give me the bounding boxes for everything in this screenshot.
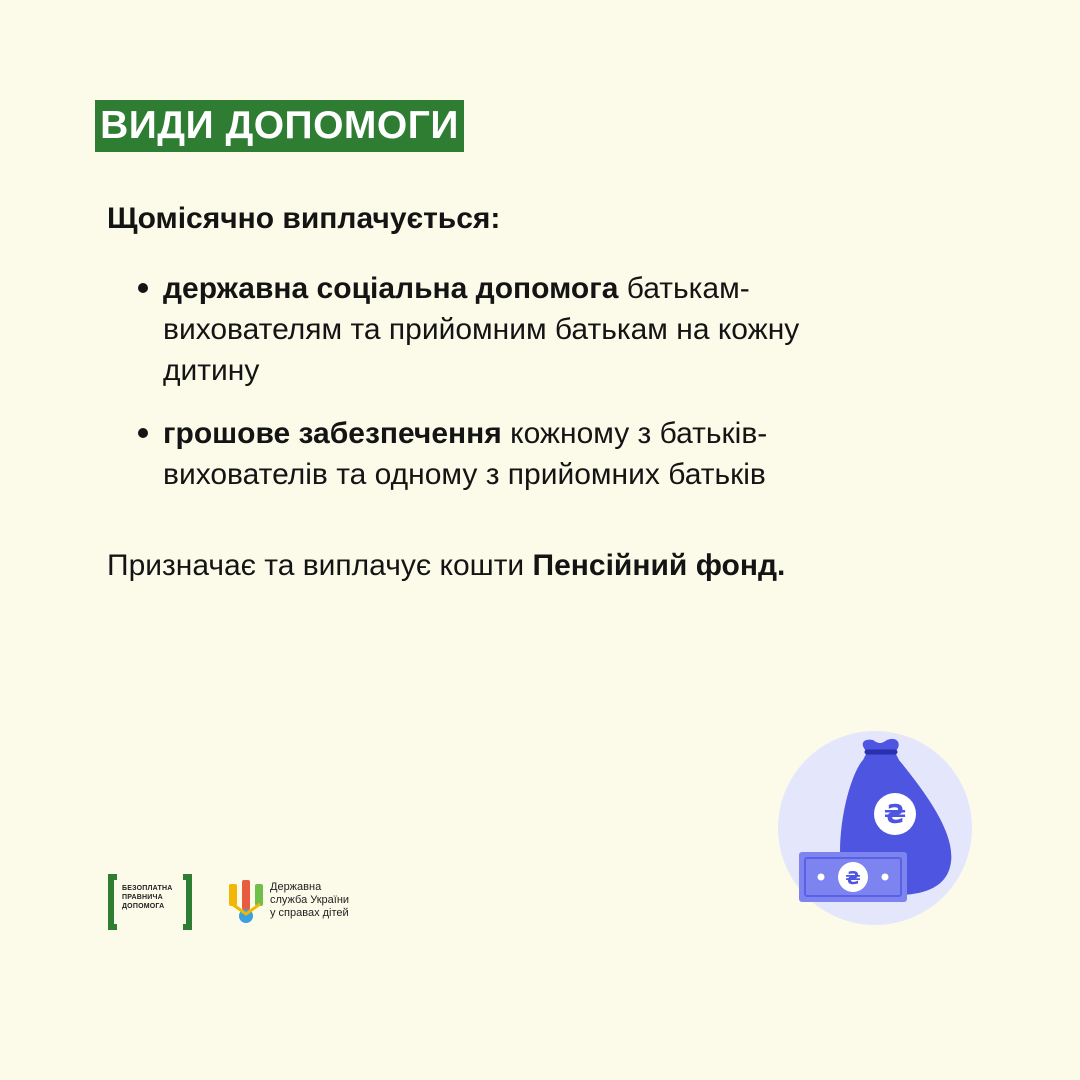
free-legal-aid-logo <box>108 874 192 930</box>
list-item <box>107 268 947 391</box>
subtitle: Щомісячно виплачується: <box>107 202 501 235</box>
bracket-logo-icon <box>108 874 117 930</box>
list-item-text-line: дитину <box>163 354 260 387</box>
footer-bold: Пенсійний фонд. <box>532 549 786 582</box>
footer-text: Призначає та виплачує кошти <box>107 549 525 582</box>
list-item <box>107 413 947 495</box>
children-service-text: Державна служба України у справах дітей <box>270 881 350 919</box>
bracket-logo-icon <box>183 874 192 930</box>
currency-symbol-icon: ₴ <box>883 800 907 830</box>
section-heading: ВИДИ ДОПОМОГИ <box>95 100 464 152</box>
children-service-logo <box>228 878 388 928</box>
money-bag-hryvnia-icon <box>775 722 975 932</box>
list-item-text-line: кожному з батьків- <box>510 417 768 450</box>
children-service-logo-icon <box>228 880 264 924</box>
currency-symbol-icon: ₴ <box>845 868 861 889</box>
free-legal-aid-text: БЕЗОПЛАТНА ПРАВНИЧА ДОПОМОГА <box>122 885 173 910</box>
list-item-text <box>163 268 947 391</box>
bullet-dot-icon <box>138 283 148 293</box>
list-item-text-line: вихователям та прийомним батькам на кожну <box>163 313 800 346</box>
benefit-list <box>107 268 947 517</box>
footer-note <box>107 544 785 588</box>
bullet-dot-icon <box>138 428 148 438</box>
list-item-bold: державна соціальна допомога <box>163 272 619 305</box>
list-item-text-line: вихователів та одному з прийомних батьків <box>163 458 766 491</box>
list-item-text <box>163 413 947 495</box>
list-item-bold: грошове забезпечення <box>163 417 502 450</box>
list-item-text-line: батькам- <box>626 272 750 305</box>
